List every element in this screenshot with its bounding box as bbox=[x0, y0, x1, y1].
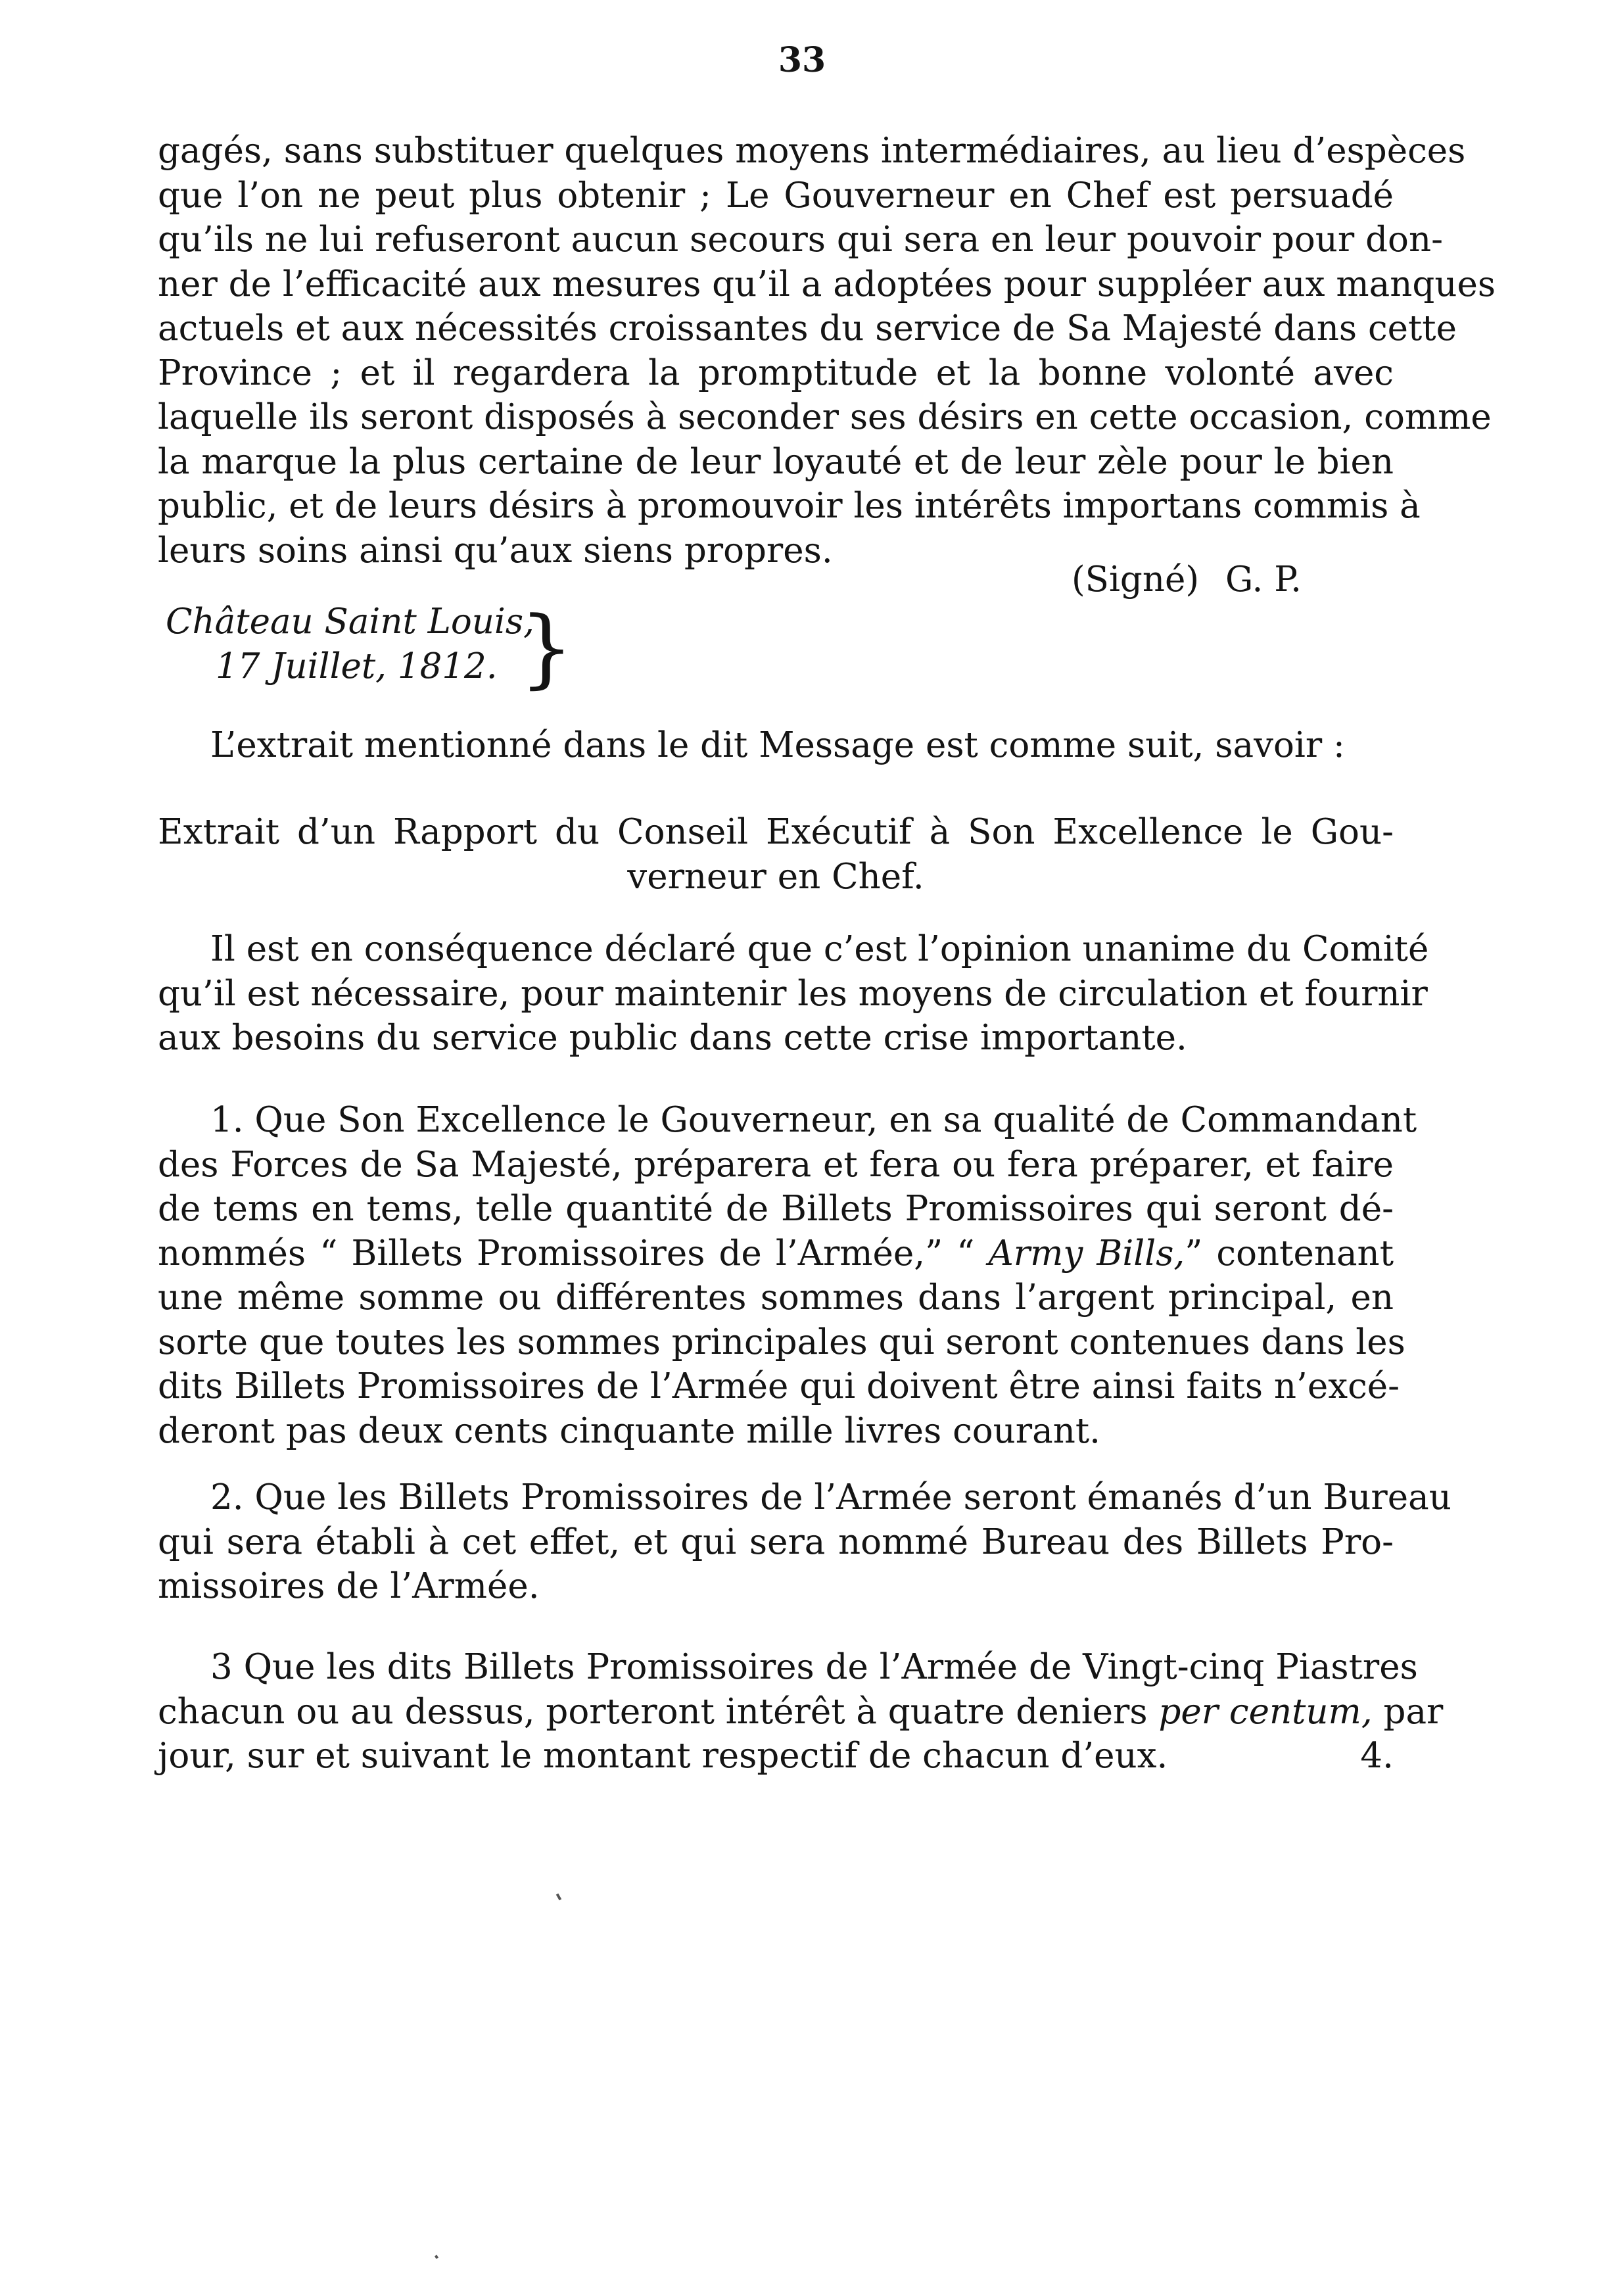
text-line: qu’il est nécessaire, pour maintenir les moyens de circulation et fournir bbox=[158, 973, 1428, 1014]
text-line: laquelle ils seront disposés à seconder ses désirs en cette occasion, comme bbox=[158, 397, 1492, 437]
signature-line bbox=[1072, 558, 1302, 602]
dateline bbox=[166, 600, 534, 689]
text-segment: nommés “ Billets Promissoires de l’Armée,” “ bbox=[158, 1233, 989, 1274]
ink-speck bbox=[435, 2255, 438, 2259]
text-line: la marque la plus certaine de leur loyauté et de leur zèle pour le bien bbox=[158, 441, 1394, 482]
text-segment: ” contenant bbox=[1185, 1233, 1394, 1274]
text-segment: chacun ou au dessus, porteront intérêt à quatre deniers bbox=[158, 1691, 1148, 1732]
text-line: sorte que toutes les sommes principales qui seront contenues dans les bbox=[158, 1322, 1405, 1362]
text-line: Extrait d’un Rapport du Conseil Exécutif à Son Excellence le Gou- bbox=[158, 812, 1394, 852]
declaration-paragraph bbox=[158, 927, 1429, 1061]
article-1 bbox=[158, 1098, 1417, 1453]
text-line: verneur en Chef. bbox=[627, 856, 924, 897]
text-line: qui sera établi à cet effet, et qui sera nommé Bureau des Billets Pro- bbox=[158, 1521, 1394, 1562]
text-line: public, et de leurs désirs à promouvoir les intérêts importans commis à bbox=[158, 486, 1421, 526]
ink-speck bbox=[556, 1894, 561, 1901]
dateline-place: Château Saint Louis, bbox=[166, 602, 534, 642]
continuation-paragraph bbox=[158, 129, 1496, 573]
catchword: 4. bbox=[1360, 1736, 1394, 1776]
army-bills-phrase: Army Bills, bbox=[988, 1233, 1185, 1274]
text-line: actuels et aux nécessités croissantes du service de Sa Majesté dans cette bbox=[158, 308, 1457, 348]
text-line: dits Billets Promissoires de l’Armée qui doivent être ainsi faits n’excé- bbox=[158, 1366, 1400, 1406]
extrait-mention bbox=[158, 723, 1394, 768]
text-line bbox=[158, 1232, 1394, 1276]
text-line: leurs soins ainsi qu’aux siens propres. bbox=[158, 530, 833, 571]
text-line: Province ; et il regardera la promptitude et la bonne volonté avec bbox=[158, 352, 1394, 393]
signature-initials: G. P. bbox=[1225, 560, 1302, 600]
text-line: une même somme ou différentes sommes dans l’argent principal, en bbox=[158, 1278, 1394, 1318]
article-3 bbox=[158, 1645, 1444, 1779]
text-line: 3 Que les dits Billets Promissoires de l’Armée de Vingt-cinq Piastres bbox=[210, 1647, 1418, 1687]
text-line: gagés, sans substituer quelques moyens intermédiaires, au lieu d’espèces bbox=[158, 131, 1466, 171]
text-line: ner de l’efficacité aux mesures qu’il a adoptées pour suppléer aux manques bbox=[158, 264, 1496, 304]
text-line: des Forces de Sa Majesté, préparera et fera ou fera préparer, et faire bbox=[158, 1144, 1394, 1185]
article-2 bbox=[158, 1475, 1451, 1609]
dateline-date: 17 Juillet, 1812. bbox=[216, 646, 498, 686]
text-line: de tems en tems, telle quantité de Billets Promissoires qui seront dé- bbox=[158, 1189, 1394, 1229]
extrait-title bbox=[158, 810, 1394, 899]
text-line: missoires de l’Armée. bbox=[158, 1566, 540, 1606]
text-line: 1. Que Son Excellence le Gouverneur, en sa qualité de Commandant bbox=[210, 1100, 1417, 1140]
text-line: Il est en conséquence déclaré que c’est l’opinion unanime du Comité bbox=[210, 929, 1429, 969]
text-segment: par bbox=[1383, 1691, 1444, 1732]
text-line: que l’on ne peut plus obtenir ; Le Gouverneur en Chef est persuadé bbox=[158, 175, 1394, 216]
text-line: qu’ils ne lui refuseront aucun secours qui sera en leur pouvoir pour don- bbox=[158, 220, 1443, 260]
curly-brace-icon: } bbox=[519, 598, 574, 698]
text-line bbox=[158, 1690, 1444, 1734]
signed-label: (Signé) bbox=[1072, 560, 1200, 600]
text-line: 2. Que les Billets Promissoires de l’Armée seront émanés d’un Bureau bbox=[210, 1477, 1451, 1518]
text-line: deront pas deux cents cinquante mille livres courant. bbox=[158, 1410, 1101, 1451]
latin-phrase: per centum, bbox=[1158, 1691, 1373, 1732]
text-line: L’extrait mentionné dans le dit Message est comme suit, savoir : bbox=[210, 725, 1345, 765]
text-line: aux besoins du service public dans cette crise importante. bbox=[158, 1018, 1187, 1058]
text-line: jour, sur et suivant le montant respectif de chacun d’eux. bbox=[158, 1736, 1168, 1776]
page-number: 33 bbox=[778, 40, 826, 80]
